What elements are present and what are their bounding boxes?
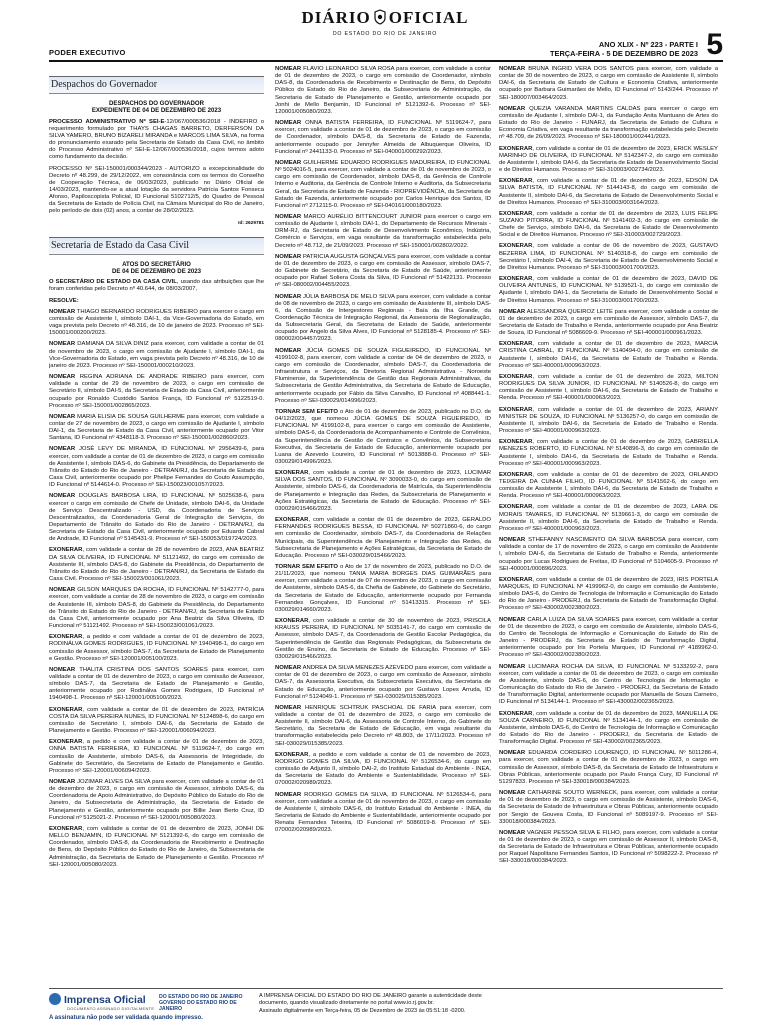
logo-name — [49, 993, 146, 1006]
act-paragraph: NOMEAR DOUGLAS BARBOSA LIRA, ID FUNCIONAL Nº 5025638-6, para exercer o cargo em comissão de Chefe de Unidade, símbolo DAI-6, da Unidade de Serviço Descentralizado - USD, da Coordenadoria de Serviços Descentralizados, da Coordenadoria Geral de Integração de Serviços, do Departamento de Trânsito do Estado do Rio de Janeiro - DETRAN/RJ, da Secretaria de Estado da Casa Civil, anteriormente ocupado por Eduardo Cabral de Andrade, ID Funcional nº 5145431-9. Processo nº SEI-150053/019724/2023. — [49, 493, 264, 543]
logo-tagline: DO ESTADO DO RIO DE JANEIRO — [159, 994, 243, 1000]
act-paragraph: EXONERAR, com validade a contar de 01 de dezembro de 2023, JONHI DE MELLO BENJAMIN, ID FUNCIONAL Nº 5121392-6, do cargo em comissão de Coordenador, símbolo DAS-8, da Coordenadoria de Recebimento e Destinação de Bens, do Depósito Público do Estado do Rio de Janeiro, da Subsecretaria de Administração, da Secretaria de Estado de Planejamento e Gestão. Processo nº SEI-120001/005080/2023. — [49, 825, 264, 868]
act-paragraph: EXONERAR, com validade a contar de 01 de dezembro de 2023, EDSON DA SILVA BATISTA, ID FUNCIONAL Nº 5144143-8, do cargo em comissão de Assistente II, símbolo DAI-6, da Secretaria de Estado de Desenvolvimento Social e de Direitos Humanos. Processo nº SEI-310003/003164/2023. — [499, 178, 718, 206]
act-paragraph: EXONERAR, com validade a contar de 01 de dezembro de 2023, GERALDO FERNANDES RODRIGUES BESSA, ID FUNCIONAL Nº 50271860-6, do cargo em comissão de Coordenador, símbolo DAS-7, da Coordenadoria de Relações Municipais, da Superintendência de Planejamento e Integração das Redes, da Subsecretaria de Planejamento e Ações Estratégicas, da Secretaria de Estado de Educação. Processo nº SEI-030029/015466/2023. — [275, 517, 491, 559]
act-paragraph: EXONERAR, com validade a contar de 01 de dezembro de 2023, GABRIELLA MENEZES ROBERTO, ID FUNCIONAL Nº 5140896-3, do cargo em comissão de Assistente I, símbolo DAI-6, da Secretaria de Estado de Trabalho e Renda. Processo nº SEI-400001/000963/2023. — [499, 439, 718, 467]
act-paragraph: EXONERAR, com validade a contar de 28 de novembro de 2023, ANA BEATRIZ DA SILVA OLIVEIRA, ID FUNCIONAL Nº 51121492, do cargo em comissão de Assistente III, símbolo DAS-8, do Gabinete da Presidência, do Departamento de Trânsito do Estado do Rio de Janeiro - DETRAN/RJ, da Secretaria de Estado da Casa Civil. Processo nº SEI-150023/001061/2023. — [49, 547, 264, 583]
authenticity-notice — [259, 993, 589, 1015]
act-paragraph: EXONERAR, com validade a contar de 01 de dezembro de 2023, ERICK WESLEY MARINHO DE OLIVEIRA, ID FUNCIONAL Nº 5142347-2, do cargo em comissão de Assistente I, símbolo DAI-6, da Secretaria de Estado de Desenvolvimento Social e de Direitos Humanos. Processo nº SEI-310003/002734/2023. — [499, 145, 718, 174]
masthead-title-right: OFICIAL — [388, 8, 469, 27]
act-paragraph: EXONERAR, com validade a contar de 30 de novembro de 2023, PRISCILA KRAUSS PEREIRA, ID FUNCIONAL Nº 5035141-7, do cargo em comissão de Assessor, símbolo DAS-7, da Coordenadoria de Gestão Escolar Pedagógica, da Superintendência de Gestão das Regionais Pedagógicas, da Subsecretaria de Gestão de Ensino, da Secretaria de Estado de Educação. Processo nº SEI-030029/015466/2023. — [275, 618, 491, 660]
act-paragraph: EXONERAR, a pedido e com validade a contar de 01 de novembro de 2023, RODRIGO GOMES DA SILVA, ID FUNCIONAL Nº 5126534-6, do cargo em comissão de Adjunto II, símbolo DAI-2, do Instituto Estadual do Ambiente - INEA, da Secretaria de Estado do Ambiente e Sustentabilidade. Processo nº SEI-070002/020989/2023. — [275, 751, 491, 787]
act-paragraph: PROCESSO ADMINISTRATIVO Nº SEI-E-12/067/000536/2018 - INDEFIRO o requerimento formulado por THAYS CHAGAS BARRETO, DERFERSON DA SILVA YAMERO, BRUNO BIZARELI MIRANDA e MARCOS LIMA SILVA, na forma do pronunciamento exarado pela Secretaria de Estado da Casa Civil, no âmbito do Processo Administrativo nº SEI-E-12/067/000536/2018, cujos termos adoto como fundamento da decisão. — [49, 118, 264, 161]
act-paragraph: NOMEAR CATHARINE SOUTO WERNECK, para exercer, com validade a contar de 01 de dezembro de 2023, o cargo em comissão de Assistente, símbolo DAS-6, da Secretaria de Estado de Infraestrutura e Obras Públicas, anteriormente ocupado por Sergio de Gouvea Costa, ID Funcional nº 5089197-9. Processo nº SEI-330018/000384/2023. — [499, 790, 718, 825]
masthead — [300, 8, 470, 37]
act-paragraph: NOMEAR JÚCIA GOMES DE SOUZA FIGUEIREDO, ID FUNCIONAL Nº 4199102-8, para exercer, com validade a contar de 04 de dezembro de 2023, o cargo em comissão de Coordenador, símbolo DAS-7, da Coordenadoria de Infraestrutura e Serviços, da Diretoria Regional Administrativa - Noroeste Fluminense, da Superintendência de Gestão das Regionais Administrativas, da Subsecretaria de Gestão Administrativa, da Secretaria de Estado de Educação, anteriormente ocupado por Fábio da Silva Carvalho, ID Funcional nº 4088441-1. Processo nº SEI-030029/014996/2023. — [275, 347, 491, 404]
act-paragraph: EXONERAR, com validade a contar de 01 de dezembro de 2023, LUIS FELIPE SUZANO PITORRA, ID FUNCIONAL Nº 5141402-3, do cargo em comissão de Chefe de Serviço, símbolo DAI-6, da Secretaria de Estado de Desenvolvimento Social e de Direitos Humanos. Processo nº SEI-310003/002729/2023. — [499, 210, 718, 239]
column-1 — [49, 66, 264, 986]
publication-id: Id: 2629781 — [238, 220, 264, 226]
column-2 — [275, 66, 491, 986]
masthead-title-left: DIÁRIO — [301, 8, 371, 27]
act-paragraph: TORNAR SEM EFEITO o Ato de 17 de novembro de 2023, publicado no D.O. de 21/11/2023, que nomeou TANIA MARIA BORGES DIAS GUIMARÃES para exercer, com validade a contar de 07 de novembro de 2023, o cargo em comissão de Assistente, símbolo DAS-6, da Chefia de Gabinete, do Gabinete do Secretário, da Secretaria de Estado de Educação, anteriormente ocupado por Fernanda Fernandes Gonçalves, ID Funcional nº 51413315. Processo nº SEI-030029/014660/2023. — [275, 564, 491, 613]
act-paragraph: O SECRETÁRIO DE ESTADO DA CASA CIVIL, usando das atribuições que lhe foram conferidas pelo Decreto nº 40.644, de 08/03/2007, — [49, 279, 264, 293]
government-logo-text: GOVERNO DO ESTADO RIO DE JANEIRO — [159, 1000, 237, 1012]
act-paragraph: NOMEAR JÚLIA BARBOSA DE MELO SILVA para exercer, com validade a contar de 08 de novembro de 2023, o cargo em comissão de Assistente III, símbolo DAS-6, da Comissão de Intergestores Regionais - Baía da Ilha Grande, da Coordenação Técnica de Integração Regional, da Assessoria de Regionalização, da Subsecretaria Geral, da Secretaria de Estado de Saúde, anteriormente ocupado por Angelo da Silva Alves, ID Funcional nº 5128185-4. Processo nº SEI-080002/004457/2023. — [275, 293, 491, 343]
signature-timestamp: Assinado digitalmente em Terça-feira, 05 de Dezembro de 2023 às 05:51:18 -0200. — [259, 1007, 466, 1014]
act-paragraph: NOMEAR ANDREA DA SILVA MENEZES AZEVEDO para exercer, com validade a contar de 01 de dezembro de 2023, o cargo em comissão de Assessor, símbolo DAS-7, da Assessoria Executiva, da Subsecretaria Executiva, da Secretaria de Estado de Educação, anteriormente ocupado por Gustavo Lopes Arruda, ID Funcional nº 5124049-1. Processo nº SEI-030029/015385/2023. — [275, 665, 491, 700]
act-paragraph: EXONERAR, com validade a contar de 01 de dezembro de 2023, MILTON RODRIGUES DA SILVA JUNIOR, ID FUNCIONAL Nº 5140526-8, do cargo em comissão de Assistente I, símbolo DAI-6, da Secretaria de Estado de Trabalho e Renda. Processo nº SEI-400001/000963/2023. — [499, 373, 718, 402]
digital-signature-seal: DOCUMENTO ASSINADO DIGITALMENTE — [67, 1006, 155, 1011]
section-heading-casa-civil: Secretaria de Estado da Casa Civil — [49, 237, 264, 255]
government-logo — [159, 994, 249, 1012]
act-paragraph: EXONERAR, com validade a contar de 01 de dezembro de 2023, DAVID DE OLIVEIRA ANTUNES, ID FUNCIONAL Nº 5139521-1, do cargo em comissão de Ajudante I, símbolo DAI-1, da Secretaria de Estado de Desenvolvimento Social e de Direitos Humanos. Processo nº SEI-310003/001700/2023. — [499, 276, 718, 304]
act-paragraph: NOMEAR CARLA LUIZA DA SILVA SOARES para exercer, com validade a contar de 01 de dezembro de 2023, o cargo em comissão de Assistente, símbolo DAS-6, do Centro de Tecnologia de Informação e Comunicação do Estado do Rio de Janeiro - PRODERJ, da Secretaria de Estado de Transformação Digital, anteriormente ocupado por Iris Portela Marques, ID Funcional nº 4189962-0. Processo nº SEI-430002/002380/2023. — [499, 616, 718, 659]
act-paragraph: NOMEAR GUILHERME EDUARDO RODRIGUES MADUREIRA, ID FUNCIONAL Nº 5024016-5, para exercer, com validade a contar de 01 de novembro de 2023, o cargo em comissão de Coordenador, símbolo DAS-8, da Gerência de Controle Interno e Auditoria, da Gerência de Controle Interno e Auditoria, da Subsecretaria Geral, da Secretaria de Estado de Fazenda - RIOPREVIDÊNCIA, da Secretaria de Estado de Fazenda, anteriormente ocupado por Carlos Henrique dos Santos, ID Funcional nº 2712115-0. Processo nº SEI-040161/000180/2023. — [275, 159, 491, 209]
issue-info — [550, 40, 698, 59]
act-paragraph: EXONERAR, a pedido e com validade a contar de 01 de dezembro de 2023, ONNA BATISTA FERREIRA, ID FUNCIONAL Nº 5119624-7, do cargo em comissão de Assistente, símbolo DAS-6, da Assessoria de Integridade, do Gabinete do Secretário, da Secretaria de Estado de Planejamento e Gestão. Processo nº SEI-120001/006094/2023. — [49, 739, 264, 774]
act-paragraph: EXONERAR, com validade a contar de 01 de dezembro de 2023, MANUELLA DE SOUZA CARNEIRO, ID FUNCIONAL Nº 5134144-1, do cargo em comissão de Assistente, símbolo DAS-6, do Centro de Tecnologia de Informação e Comunicação do Estado do Rio de Janeiro - PRODERJ, da Secretaria de Estado de Transformação Digital. Processo nº SEI-430002/002365/2023. — [499, 710, 718, 746]
page-footer — [49, 988, 723, 1024]
page-header — [0, 0, 768, 62]
section-heading-governador: Despachos do Governador — [49, 76, 264, 94]
act-paragraph: EXONERAR, a pedido e com validade a contar de 01 de dezembro de 2023, RODINÁLVA GOMES RODRIGUES, ID FUNCIONAL Nº 1940498-1, do cargo em comissão de Assessor, símbolo DAS-7, da Secretaria de Estado de Planejamento e Gestão. Processo nº SEI-120001/005100/2023. — [49, 634, 264, 662]
authenticity-line: documento, quando visualizado diretamente no portal www.io.rj.gov.br. — [259, 1000, 434, 1007]
act-paragraph: NOMEAR RODRIGO GOMES DA SILVA, ID FUNCIONAL Nº 5126534-6, para exercer, com validade a contar de 01 de novembro de 2023, o cargo em comissão de Assistente I, símbolo DAS-6, do Instituto Estadual do Ambiente - INEA, da Secretaria de Estado do Ambiente e Sustentabilidade, anteriormente ocupado por Renata Fernandes Teixeira, ID Funcional nº 5086019-8. Processo nº SEI-070002/020989/2023. — [275, 791, 491, 834]
imprensa-oficial-logo — [49, 993, 249, 1023]
act-paragraph: NOMEAR MARCO AURÉLIO BITTENCOURT JUNIOR para exercer o cargo em comissão de Ajudante I, símbolo DAI-1, do Departamento de Recursos Minerais - DRM-RJ, da Secretaria de Estado de Desenvolvimento Econômico, Indústria, Comércio e Serviços, em vaga resultante da transformação estabelecida pelo Decreto nº 48.712, de 21/09/2023. Processo nº SEI-150001/002802/2022. — [275, 213, 491, 249]
issue-date: TERÇA-FEIRA - 5 DE DEZEMBRO DE 2023 — [550, 49, 698, 59]
act-paragraph: NOMEAR THIAGO BERNARDO RODRIGUES RIBEIRO para exercer o cargo em comissão de Assistente I, símbolo DAI-1, da Vice-Governadoria do Estado, em vaga prevista pelo Decreto nº 48.316, de 10 de janeiro de 2023. Processo nº SEI-150001/000200/2023. — [49, 308, 264, 337]
page-number: 5 — [706, 28, 723, 61]
subheading: DESPACHOS DO GOVERNADOR — [108, 100, 205, 108]
authenticity-line: A IMPRENSA OFICIAL DO ESTADO DO RIO DE JANEIRO garante a autenticidade deste — [259, 993, 482, 999]
logo-name-text: Imprensa Oficial — [64, 994, 146, 1006]
act-paragraph: EXONERAR, com validade a contar de 01 de dezembro de 2023, LARA DE MORAIS TAVARES, ID FUNCIONAL Nº 5139661-3, do cargo em comissão de Assistente II, símbolo DAI-6, da Secretaria de Estado de Trabalho e Renda. Processo nº SEI-400001/000963/2023. — [499, 504, 718, 532]
act-paragraph: NOMEAR JOSÉ LEVY DE MIRANDA, ID FUNCIONAL Nº 2956439-6, para exercer, com validade a contar de 01 de dezembro de 2023, o cargo em comissão de Assistente I, símbolo DAS-6, do Gabinete da Presidência, do Departamento de Trânsito do Estado do Rio de Janeiro - DETRAN/RJ, da Secretaria de Estado da Casa Civil, anteriormente ocupado por Phelipe Fernandes do Couto Assumpção, ID Funcional nº 5144614-0. Processo nº SEI-150023/001057/2023. — [49, 446, 264, 489]
section-label: PODER EXECUTIVO — [49, 48, 126, 57]
act-paragraph: NOMEAR REGINA ADRIANA DE ANDRADE RIBEIRO para exercer, com validade a contar de 29 de novembro de 2023, o cargo em comissão de Secretário II, símbolo DAI-5, da Secretaria de Estado da Casa Civil, anteriormente ocupado por Ronaldo Custódio Santos França, ID Funcional nº 5122519-0. Processo nº SEI-150001/002865/2023. — [49, 374, 264, 409]
subheading-date: DE 04 DE DEZEMBRO DE 2023 — [111, 268, 202, 276]
act-paragraph: EXONERAR, com validade a contar de 01 de dezembro de 2023, PATRÍCIA COSTA DA SILVA PEREIRA NUNES, ID FUNCIONAL Nº 5124898-6, do cargo em comissão de Secretário I, símbolo DAI-6, da Secretaria de Estado de Planejamento e Gestão. Processo nº SEI-120001/006094/2023. — [49, 706, 264, 735]
state-crest-icon — [373, 9, 387, 25]
act-paragraph: EXONERAR, com validade a contar de 01 de dezembro de 2023, ARIANY MINISTER DE SOUZA, ID FUNCIONAL Nº 5136257-0, do cargo em comissão de Assistente II, símbolo DAI-6, da Secretaria de Estado de Trabalho e Renda. Processo nº SEI-400001/000963/2023. — [499, 406, 718, 435]
act-paragraph: NOMEAR HENRIQUE SCHTRUK PASCHOAL DE FARIA para exercer, com validade a contar de 01 de dezembro de 2023, o cargo em comissão de Assistente II, símbolo DAI-6, da Assessoria de Controle Interno, do Gabinete do Secretário, da Secretaria de Estado de Educação, em vaga resultante da transformação estabelecida pelo Decreto nº 48.803, de 17/11/2023. Processo nº SEI-030029/015385/2023. — [275, 704, 491, 747]
act-paragraph: TORNAR SEM EFEITO o Ato de 01 de dezembro de 2023, publicado no D.O. de 04/12/2023, que nomeou JÚCIA GOMES DE SOUZA FIGUEIREDO, ID FUNCIONAL Nº 4199102-8, para exercer o cargo em comissão de Assistente, símbolo DAS-6, da Coordenadoria de Acompanhamento e Controle de Convênios, da Superintendência de Gestão de Contratos e Convênios, da Subsecretaria Executiva, da Secretaria de Estado de Educação, anteriormente ocupado por Luana de Azevedo Loureiro, ID Funcional nº 5013888-0. Processo nº SEI-030029/014996/2023. — [275, 408, 491, 465]
footer-slogan: A assinatura não pode ser validada quando impresso. — [49, 1015, 203, 1021]
act-paragraph: NOMEAR PATRICIA AUGUSTA GONÇALVES para exercer, com validade a contar de 01 de dezembro de 2023, o cargo em comissão de Assessor, símbolo DAS-7, do Gabinete do Secretário, da Secretaria de Estado de Saúde, anteriormente ocupado por Rafael Soliera Costa da Silva, ID Funcional nº 51422131. Processo nº SEI-080002/004455/2023. — [275, 253, 491, 289]
act-paragraph: PROCESSO Nº SEI-150001/000344/2023 - AUTORIZO a excepcionalidade do Decreto nº 48.299, de 29/12/2022, em consonância com os termos do Conselho de Cooperação Técnica, de 06/03/2023, publicado no Diário Oficial de 14/03/2023, mantendo-se a atual lotação da servidora Patrícia Santos Fonseca Afonso, Papiloscopista Policial, ID Funcional 5102712/5, do Quadro de Pessoal da Secretaria de Estado de Polícia Civil, na Câmara Municipal do Rio de Janeiro, pelo período de dois (02) anos, a contar de 28/02/2023. — [49, 165, 264, 215]
act-paragraph: NOMEAR MARIA ELISIA DE SOUSA GUILHERME para exercer, com validade a contar de 27 de novembro de 2023, o cargo em comissão de Ajudante I, símbolo DAI-1, da Secretaria de Estado da Casa Civil, anteriormente ocupado por Vitor Santana, ID Funcional nº 4348118-3. Processo nº SEI-150001/002860/2023. — [49, 413, 264, 442]
masthead-title — [300, 8, 470, 28]
column-3 — [499, 66, 718, 986]
act-paragraph: EXONERAR, com validade a contar de 01 de dezembro de 2023, MARCIA CRISTINA CABRAL, ID FUNCIONAL Nº 5140494-0, do cargo em comissão de Assistente I, símbolo DAI-6, da Secretaria de Estado de Trabalho e Renda. Processo nº SEI-400001/000963/2023. — [499, 341, 718, 369]
act-paragraph: NOMEAR ONNA BATISTA FERREIRA, ID FUNCIONAL Nº 5119624-7, para exercer, com validade a contar de 01 de dezembro de 2023, o cargo em comissão de Coordenador, símbolo DAS-8, da Secretaria de Estado de Fazenda, anteriormente ocupado por Jennyfer Almeida de Albuquerque Oliveira, ID Funcional nº 2441133-0. Processo nº SEI-040001/000292/2023. — [275, 120, 491, 155]
act-paragraph: NOMEAR BRUNA INGRID VERA DOS SANTOS para exercer, com validade a contar de 30 de novembro de 2023, o cargo em comissão de Assistente II, símbolo DAI-6, da Secretaria de Estado de Cultura e Economia Criativa, anteriormente ocupado por Barbara Guimarães de Mello, ID Funcional nº 5143/244. Processo nº SEI-180007/003464/2023. — [499, 66, 718, 101]
resolve-label: RESOLVE: — [49, 297, 79, 304]
masthead-subtitle: DO ESTADO DO RIO DE JANEIRO — [332, 31, 438, 37]
act-paragraph: EXONERAR, com validade a contar de 01 de dezembro de 2023, LUCIMAR SILVA DOS SANTOS, ID FUNCIONAL Nº 3090033-0, do cargo em comissão de Assistente, símbolo DAS-6, da Coordenadoria de Matrícula, da Superintendência de Planejamento e Integração das Redes, da Subsecretaria de Planejamento e Ações Estratégicas, da Secretaria de Estado de Educação. Processo nº SEI-030029/015466/2023. — [275, 470, 491, 512]
act-paragraph: NOMEAR LUCIMARA ROCHA DA SILVA, ID FUNCIONAL Nº 5133292-2, para exercer, com validade a contar de 01 de dezembro de 2023, o cargo em comissão de Assistente, símbolo DAS-6, do Centro de Tecnologia de Informação e Comunicação do Estado do Rio de Janeiro - PRODERJ, da Secretaria de Estado de Transformação Digital, anteriormente ocupado por Manuella de Souza Carneiro, ID Funcional nº 5134144-1. Processo nº SEI-430002/002365/2023. — [499, 663, 718, 706]
subheading: ATOS DO SECRETÁRIO — [122, 260, 191, 268]
subheading-date: EXPEDIENTE DE 04 DE DEZEMBRO DE 2023 — [91, 107, 222, 115]
act-paragraph: NOMEAR VAGNER PESSOA SILVA E FILHO, para exercer, com validade a contar de 01 de dezembro de 2023, o cargo em comissão de Assessor II, símbolo DAS-8, da Secretaria de Estado de Infraestrutura e Obras Públicas, anteriormente ocupado por Raquel Napolitano Fernandes Santos, ID Funcional nº 5098222-2. Processo nº SEI-330018/000384/2023. — [499, 829, 718, 865]
act-paragraph: EXONERAR, com validade a contar de 01 de dezembro de 2023, ORLANDO TEIXEIRA DA CUNHA FILHO, ID FUNCIONAL Nº 5141562-6, do cargo em comissão de Assistente I, símbolo DAI-6, da Secretaria de Estado de Trabalho e Renda. Processo nº SEI-400001/000963/2023. — [499, 471, 718, 500]
act-paragraph: NOMEAR DAMIANA DA SILVA DINIZ para exercer, com validade a contar de 01 de novembro de 2023, o cargo em comissão de Ajudante I, símbolo DAI-1, da Vice-Governadoria do Estado, em vaga prevista pelo Decreto nº 48.316, de 10 de janeiro de 2023. Processo nº SEI-150001/000210/2023. — [49, 341, 264, 369]
issue-number: ANO XLIX - Nº 223 - PARTE I — [598, 40, 698, 49]
act-paragraph: EXONERAR, com validade a contar de 06 de novembro de 2023, GUSTAVO BEZERRA LIMA, ID FUNCIONAL Nº 5140318-8, do cargo em comissão de Secretário I, símbolo DAI-4, da Secretaria de Estado de Desenvolvimento Social e de Direitos Humanos. Processo nº SEI-310003/001700/2023. — [499, 243, 718, 271]
act-paragraph: NOMEAR JOZIMAR ALVES DA SILVA para exercer, com validade a contar de 01 de dezembro de 2023, o cargo em comissão de Assessor, símbolo DAS-6, da Coordenadoria de Apoio Administrativo, do Depósito Público do Estado do Rio de Janeiro, da Subsecretaria de Administração, da Secretaria de Estado de Planejamento e Gestão, anteriormente ocupado por Billie Jean Berto Cruz, ID Funcional nº 5125021-2. Processo nº SEI-120001/005080/2023. — [49, 779, 264, 821]
act-paragraph: NOMEAR STHEFANNY NASCIMENTO DA SILVA BARBOSA para exercer, com validade a contar de 17 de novembro de 2023, o cargo em comissão de Assistente I, símbolo DAI-6, da Secretaria de Estado de Trabalho e Renda, anteriormente ocupado por Lucas Rodrigues de Freitas, ID Funcional nº 5104605-9. Processo nº SEI-400001/000896/2023. — [499, 537, 718, 572]
act-paragraph: NOMEAR EDUARDA CORDEIRO LOURENÇO, ID FUNCIONAL Nº 5011286-4, para exercer, com validade a contar de 01 de dezembro de 2023, o cargo em comissão de Assessor, símbolo DAS-8, da Secretaria de Estado de Infraestrutura e Obras Públicas, anteriormente ocupado por Paulo França Cury, ID Funcional nº 51297833. Processo nº SEI-330018/000384/2023. — [499, 750, 718, 785]
act-paragraph: NOMEAR QUEZIA VARANDA MARTINS CALDAS para exercer o cargo em comissão de Ajudante I, símbolo DAI-1, da Fundação Anita Mantuano de Artes do Estado do Rio de Janeiro - FUNARJ, da Secretaria de Estado de Cultura e Economia Criativa, em vaga resultante da transformação estabelecida pelo Decreto nº 48.709, de 26/09/2023. Processo nº SEI-180001/002441/2023. — [499, 105, 718, 141]
imprensa-logo-icon — [49, 993, 61, 1005]
act-paragraph: EXONERAR, com validade a contar de 01 de dezembro de 2023, IRIS PORTELA MARQUES, ID FUNCIONAL Nº 4199962-0, do cargo em comissão de Assistente, símbolo DAS-6, do Centro de Tecnologia de Informação e Comunicação do Estado do Rio de Janeiro - PRODERJ, da Secretaria de Estado de Transformação Digital. Processo nº SEI-430002/002380/2023. — [499, 576, 718, 612]
act-paragraph: NOMEAR THALITA CRISTINA DOS SANTOS SOARES para exercer, com validade a contar de 01 de dezembro de 2023, o cargo em comissão de Assessor, símbolo DAS-7, da Secretaria de Estado de Planejamento e Gestão, anteriormente ocupado por Rodinálva Gomes Rodrigues, ID Funcional nº 1940498-1. Processo nº SEI-120001/005100/2023. — [49, 666, 264, 702]
act-paragraph: NOMEAR ALESSANDRA QUEIROZ LEITE para exercer, com validade a contar de 01 de dezembro de 2023, o cargo em comissão de Assessor, símbolo DAS-7, da Secretaria de Estado de Trabalho e Renda, anteriormente ocupado por Ana Beatriz de Souza, ID Funcional nº 5086609-9. Processo nº SEI-400001/000961/2023. — [499, 308, 718, 337]
header-divider — [49, 60, 723, 62]
act-paragraph: NOMEAR GILSON MARQUES DA ROCHA, ID FUNCIONAL Nº 5142777-0, para exercer, com validade a contar de 28 de novembro de 2023, o cargo em comissão de Assistente III, símbolo DAS-8, do Gabinete da Presidência, do Departamento de Trânsito do Estado do Rio de Janeiro - DETRAN/RJ, da Secretaria de Estado da Casa Civil, anteriormente ocupado por Ana Beatriz da Silva Oliveira, ID Funcional nº 51121492. Processo nº SEI-150023/001061/2023. — [49, 587, 264, 630]
act-paragraph: NOMEAR FLAVIO LEONARDO SILVA ROSA para exercer, com validade a contar de 01 de dezembro de 2023, o cargo em comissão de Coordenador, símbolo DAS-8, da Coordenadoria de Recebimento e Destinação de Bens, do Depósito Público do Estado do Rio de Janeiro, da Subsecretaria de Administração, da Secretaria de Estado de Planejamento e Gestão, anteriormente ocupado por Jonhi de Mello Benjamin, ID Funcional nº 5121392-6. Processo nº SEI-120001/005080/2023. — [275, 66, 491, 115]
